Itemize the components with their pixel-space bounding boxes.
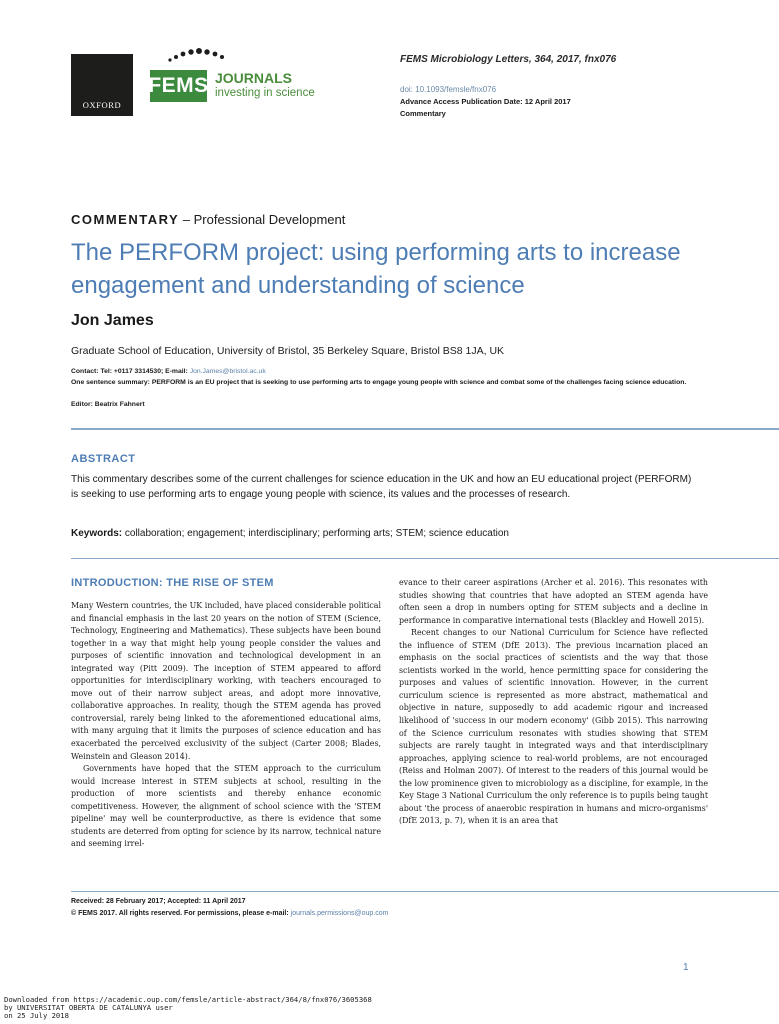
subcategory: – Professional Development [179,212,346,227]
keywords-list: collaboration; engagement; interdisciplinary; performing arts; STEM; science education [122,528,509,539]
paragraph: Governments have hoped that the STEM approach to the curriculum would increase interest in STEM subjects at school, resulting in the production of more scientists and thereby enhance economic competitiveness. However, the alignment of school science with the 'STEM pipeline' may well be counterproductive, as there is evidence that some students are deterred from opting for science by its narrow, technical nature and seeming irrel- [71,764,381,849]
journal-reference: FEMS Microbiology Letters, 364, 2017, fnx076 [400,54,617,65]
paragraph: Many Western countries, the UK included, have placed considerable political and financial emphasis in the last 20 years on the notion of STEM (Science, Technology, Engineering and Mathematics). These subjects have been bound together in a way that might help young people consider the values and purposes of scientific innovation and technological development in an integrated way (Pitt 2009). The inception of STEM appeared to afford opportunities for interdisciplinary working, with teachers encouraged to move out of their narrow subject areas, and adopt more innovative, collaborative approaches. In reality, though the STEM agenda has proved controversial, rarely being linked to the aforementioned educational aims, with many arguing that it limits the purposes of science education and has exacerbated the perceived exclusivity of the subject (Carter 2008; Blades, Weinstein and Gleason 2014). [71,601,381,761]
fems-logo [150,70,207,102]
abstract-heading: ABSTRACT [71,453,136,465]
one-sentence-summary: One sentence summary: PERFORM is an EU project that is seeking to use performing arts to engage young people with science and combat some of the challenges facing science education. [71,379,687,386]
download-stamp [4,996,372,1020]
contact-email[interactable]: Jon.James@bristol.ac.uk [189,368,266,375]
divider [71,891,779,892]
received-dates: Received: 28 February 2017; Accepted: 11 April 2017 [71,898,246,905]
copyright [71,910,388,917]
right-column [399,577,708,828]
left-column [71,600,381,851]
affiliation: Graduate School of Education, University of Bristol, 35 Berkeley Square, Bristol BS8 1JA, UK [71,345,505,357]
fems-logo-text: FEMS [148,74,209,97]
category: COMMENTARY [71,212,180,227]
publisher-name: OXFORD [82,100,122,110]
keywords-label: Keywords: [71,528,123,539]
download-line: Downloaded from https://academic.oup.com/femsle/article-abstract/364/8/fnx076/3605368 [4,995,372,1004]
download-line: by UNIVERSITAT OBERTA DE CATALUNYA user [4,1003,173,1012]
advance-access-date: Advance Access Publication Date: 12 April 2017 [400,97,571,106]
download-line: on 25 July 2018 [4,1011,69,1020]
fems-logo-dots [166,48,228,62]
journals-tagline: investing in science [215,87,315,99]
divider [71,428,779,430]
doi-link[interactable]: doi: 10.1093/femsle/fnx076 [400,85,497,94]
page-number: 1 [683,962,689,973]
article-type: Commentary [400,109,446,118]
editor: Editor: Beatrix Fahnert [71,401,145,408]
section-label [71,212,345,227]
permissions-email[interactable]: journals.permissions@oup.com [290,910,389,917]
journals-word: JOURNALS [215,70,293,86]
keywords [71,528,701,539]
paragraph: evance to their career aspirations (Archer et al. 2016). This resonates with studies showing that countries that have adopted an STEM agenda have often seen a drop in numbers opting for STEM subjects and a decline in performance in comparative international tests (Blackley and Howell 2015). [399,578,708,625]
abstract-body: This commentary describes some of the current challenges for science education in the UK and how an EU educational project (PERFORM) is seeking to use performing arts to engage young people with science, its values and the processes of research. [71,474,692,500]
article-title: The PERFORM project: using performing arts to increase engagement and understanding of science [71,239,681,299]
copyright-text: © FEMS 2017. All rights reserved. For permissions, please e-mail: [71,910,291,917]
contact-info [71,366,266,377]
author-name: Jon James [71,312,154,329]
divider [71,558,779,559]
paragraph: Recent changes to our National Curriculum for Science have reflected the influence of STEM (DfE 2013). The previous incarnation placed an emphasis on the social practices of scientists and the way that those scientists worked in the world, hence permitting space for considering the purposes and values of scientific innovation. However, in the current curriculum science is represented as more abstract, mathematical and objective in nature, supposedly to add academic rigour and increased likelihood of 'success in our modern economy' (Gibb 2015). This narrowing of the Science curriculum resonates with studies showing that STEM subjects are rarely taught in integrated ways and that interdisciplinary approaches, applying science to real-world problems, are not encouraged (Reiss and Holman 2007). Of interest to the readers of this journal would be the low prominence given to microbiology as a discipline, for example, in the Key Stage 3 National Curriculum the only reference is to pupils being taught about 'the process of anaerobic respiration in humans and micro-organisms' (DfE 2013, p. 7), when it is an area that [399,628,708,826]
contact-label: Contact: Tel: +0117 3314530; E-mail: [71,368,190,375]
section-heading: INTRODUCTION: THE RISE OF STEM [71,577,274,589]
oxford-logo [71,54,133,116]
